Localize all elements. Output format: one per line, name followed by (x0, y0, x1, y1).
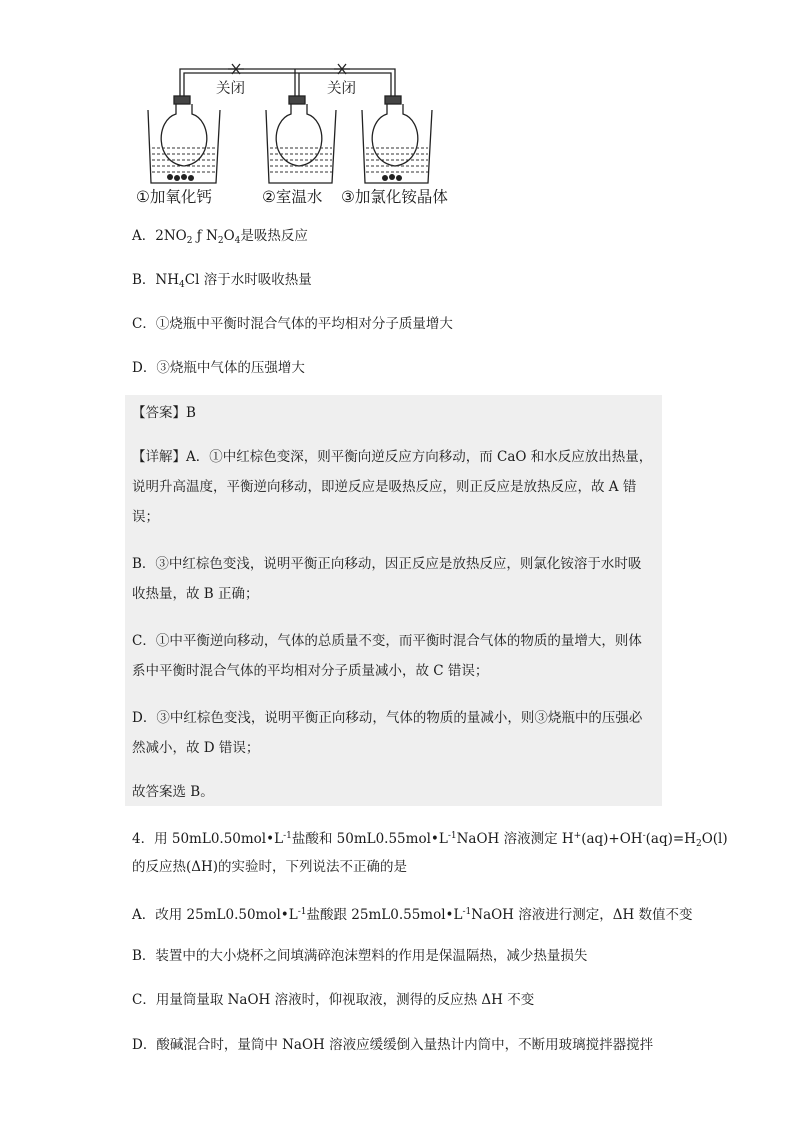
q3-option-d: D．③烧瓶中气体的压强增大 (132, 360, 305, 376)
clamp-label-right: 关闭 (327, 81, 356, 97)
apparatus-drawing (130, 58, 475, 188)
detail-c-line-2: 系中平衡时混合气体的平均相对分子质量减小，故 C 错误； (132, 663, 489, 679)
answer-conclusion: 故答案选 B。 (132, 784, 214, 800)
q4-stem-line-2: 的反应热(ΔH)的实验时，下列说法不正确的是 (132, 859, 408, 875)
q4-option-b: B．装置中的大小烧杯之间填满碎泡沫塑料的作用是保温隔热，减少热量损失 (132, 948, 588, 964)
answer-line: 【答案】B (132, 405, 196, 421)
caption-flask-3: ③加氯化铵晶体 (341, 188, 448, 206)
q4-option-d: D．酸碱混合时，量筒中 NaOH 溶液应缓缓倒入量热计内筒中，不断用玻璃搅拌器搅拌 (132, 1037, 654, 1053)
detail-d-line-2: 然减小，故 D 错误； (132, 740, 260, 756)
apparatus-figure (130, 58, 475, 210)
clamp-label-left: 关闭 (216, 81, 245, 97)
detail-a-line-3: 误； (132, 509, 159, 525)
caption-flask-2: ②室温水 (262, 188, 323, 206)
caption-flask-1: ①加氧化钙 (136, 188, 212, 206)
q4-option-c: C．用量筒量取 NaOH 溶液时，仰视取液，测得的反应热 ΔH 不变 (132, 992, 535, 1008)
q3-option-c: C．①烧瓶中平衡时混合气体的平均相对分子质量增大 (132, 316, 453, 332)
detail-b-line-2: 收热量，故 B 正确； (132, 586, 259, 602)
q4-option-a: A．改用 $25mL0.50mol•L^{-1}$盐酸跟 $25mL0.55mol•L^{-1}NaOH$ 溶液进行测定，ΔH 数值不变 (132, 907, 693, 923)
q4-stem-line-1: 4．用 $50mL0.50mol•L^{-1}$盐酸和 $50mL0.55mol•L^{-1}NaOH$ 溶液测定 $H^+(aq)+OH^-(aq)=H_2O(l)$ (132, 831, 728, 849)
q3-option-b: B．$NH_4Cl$ 溶于水时吸收热量 (132, 272, 312, 290)
detail-b-line-1: B．③中红棕色变浅，说明平衡正向移动，因正反应是放热反应，则氯化铵溶于水时吸 (132, 556, 642, 572)
detail-c-line-1: C．①中平衡逆向移动，气体的总质量不变，而平衡时混合气体的物质的量增大，则体 (132, 633, 642, 649)
detail-a-line-2: 说明升高温度，平衡逆向移动，即逆反应是吸热反应，则正反应是放热反应，故 A 错 (132, 479, 637, 495)
detail-d-line-1: D．③中红棕色变浅，说明平衡正向移动，气体的物质的量减小，则③烧瓶中的压强必 (132, 710, 643, 726)
detail-a-line-1: 【详解】A．①中红棕色变深，则平衡向逆反应方向移动，而 CaO 和水反应放出热量， (132, 449, 653, 465)
q3-option-a: A．$2NO_2$ ƒ $N_2O_4$是吸热反应 (132, 228, 308, 246)
